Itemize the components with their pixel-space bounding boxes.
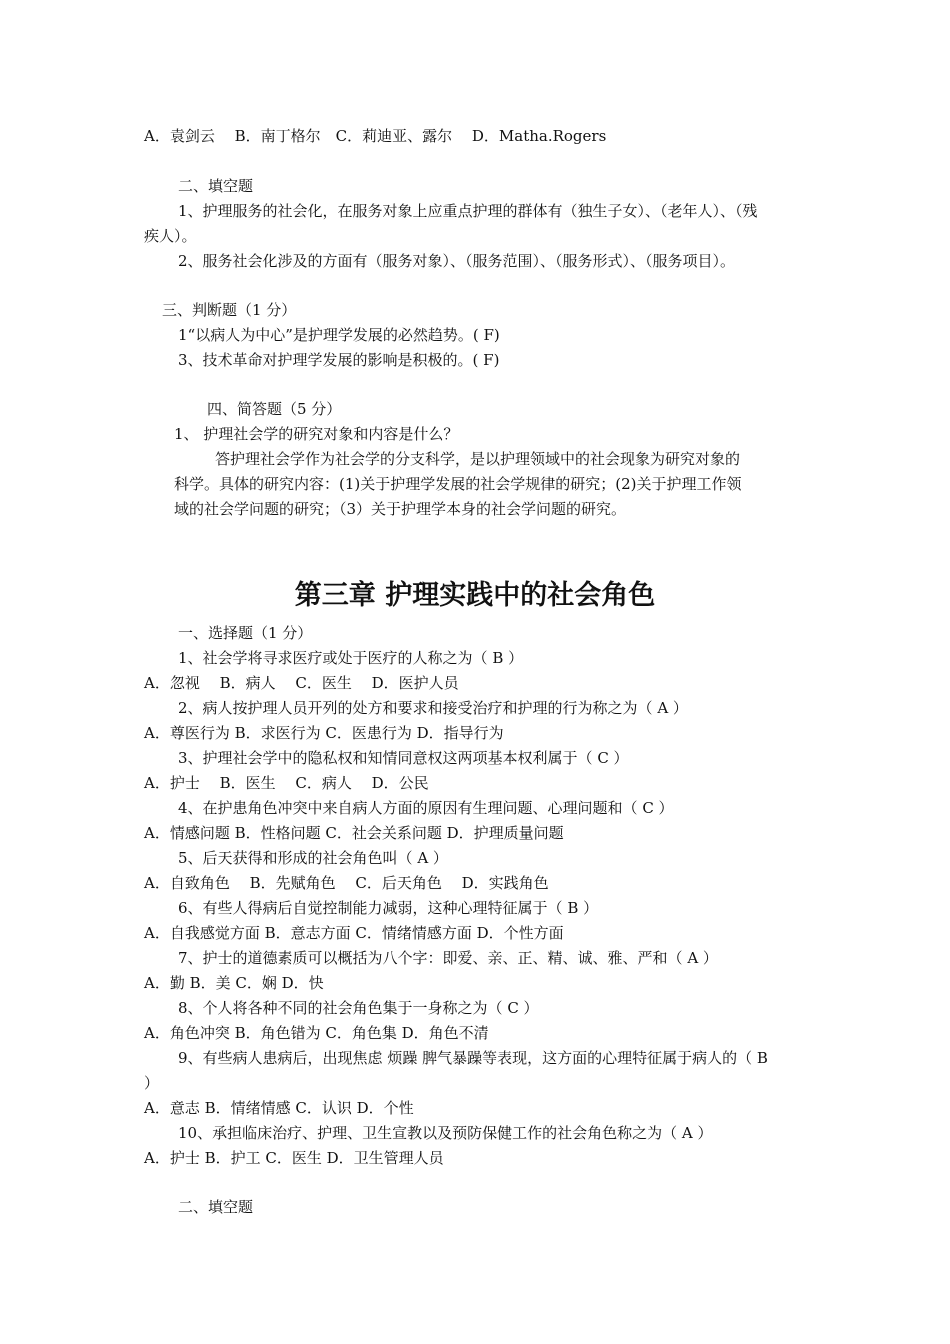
- section-heading-choice: 一、选择题（1 分）: [178, 624, 313, 642]
- answer-line-1: 答护理社会学作为社会学的分支科学，是以护理领域中的社会现象为研究对象的: [215, 450, 741, 468]
- options-line: A．袁剑云 B．南丁格尔 C．莉迪亚、露尔 D．Matha.Rogers: [144, 127, 607, 145]
- choice-question: 6、有些人得病后自觉控制能力减弱，这种心理特征属于（ B ）: [178, 899, 599, 917]
- choice-question: 9、有些病人患病后，出现焦虑 烦躁 脾气暴躁等表现，这方面的心理特征属于病人的（ B: [178, 1049, 768, 1067]
- choice-question-continuation: ）: [144, 1074, 160, 1092]
- answer-line-3: 域的社会学问题的研究；（3）关于护理学本身的社会学问题的研究。: [174, 500, 627, 518]
- short-question-1: 1、 护理社会学的研究对象和内容是什么？: [174, 425, 459, 443]
- choice-options: A．勤 B．美 C．娴 D．快: [144, 974, 324, 992]
- fill-question-1-line1: 1、护理服务的社会化，在服务对象上应重点护理的群体有（独生子女）、（老年人）、（残: [178, 202, 758, 220]
- choice-options: A．意志 B．情绪情感 C．认识 D．个性: [144, 1099, 414, 1117]
- choice-question: 7、护士的道德素质可以概括为八个字：即爱、亲、正、精、诚、雅、严和（ A ）: [178, 949, 718, 967]
- judge-question-3: 3、技术革命对护理学发展的影响是积极的。( F): [178, 351, 500, 369]
- fill-question-1-line2: 疾人）。: [144, 227, 197, 245]
- choice-question: 3、护理社会学中的隐私权和知情同意权这两项基本权利属于（ C ）: [178, 749, 629, 767]
- choice-options: A．情感问题 B．性格问题 C．社会关系问题 D．护理质量问题: [144, 824, 564, 842]
- choice-question: 10、承担临床治疗、护理、卫生宣教以及预防保健工作的社会角色称之为（ A ）: [178, 1124, 713, 1142]
- choice-options: A．自我感觉方面 B．意志方面 C．情绪情感方面 D．个性方面: [144, 924, 564, 942]
- section-heading-judge: 三、判断题（1 分）: [162, 301, 297, 319]
- section-heading-short: 四、简答题（5 分）: [207, 400, 342, 418]
- choice-question: 2、病人按护理人员开列的处方和要求和接受治疗和护理的行为称之为（ A ）: [178, 699, 688, 717]
- choice-question: 4、在护患角色冲突中来自病人方面的原因有生理问题、心理问题和（ C ）: [178, 799, 674, 817]
- section-heading-fill-2: 二、填空题: [178, 1198, 254, 1216]
- choice-options: A．角色冲突 B．角色错为 C．角色集 D．角色不清: [144, 1024, 489, 1042]
- section-heading-fill: 二、填空题: [178, 177, 254, 195]
- choice-question: 8、个人将各种不同的社会角色集于一身称之为（ C ）: [178, 999, 539, 1017]
- choice-options: A．尊医行为 B．求医行为 C．医患行为 D．指导行为: [144, 724, 504, 742]
- choice-options: A．自致角色 B．先赋角色 C．后天角色 D．实践角色: [144, 874, 549, 892]
- choice-question: 5、后天获得和形成的社会角色叫（ A ）: [178, 849, 448, 867]
- choice-options: A．护士 B．医生 C．病人 D．公民: [144, 774, 429, 792]
- judge-question-1: 1“以病人为中心”是护理学发展的必然趋势。( F): [178, 326, 500, 344]
- chapter-title: 第三章 护理实践中的社会角色: [294, 580, 656, 611]
- choice-question: 1、社会学将寻求医疗或处于医疗的人称之为（ B ）: [178, 649, 524, 667]
- answer-line-2: 科学。具体的研究内容：(1)关于护理学发展的社会学规律的研究；(2)关于护理工作领: [174, 475, 742, 493]
- choice-options: A．护士 B．护工 C．医生 D．卫生管理人员: [144, 1149, 444, 1167]
- fill-question-2: 2、服务社会化涉及的方面有（服务对象）、（服务范围）、（服务形式）、（服务项目）。: [178, 252, 736, 270]
- choice-options: A．忽视 B．病人 C．医生 D．医护人员: [144, 674, 459, 692]
